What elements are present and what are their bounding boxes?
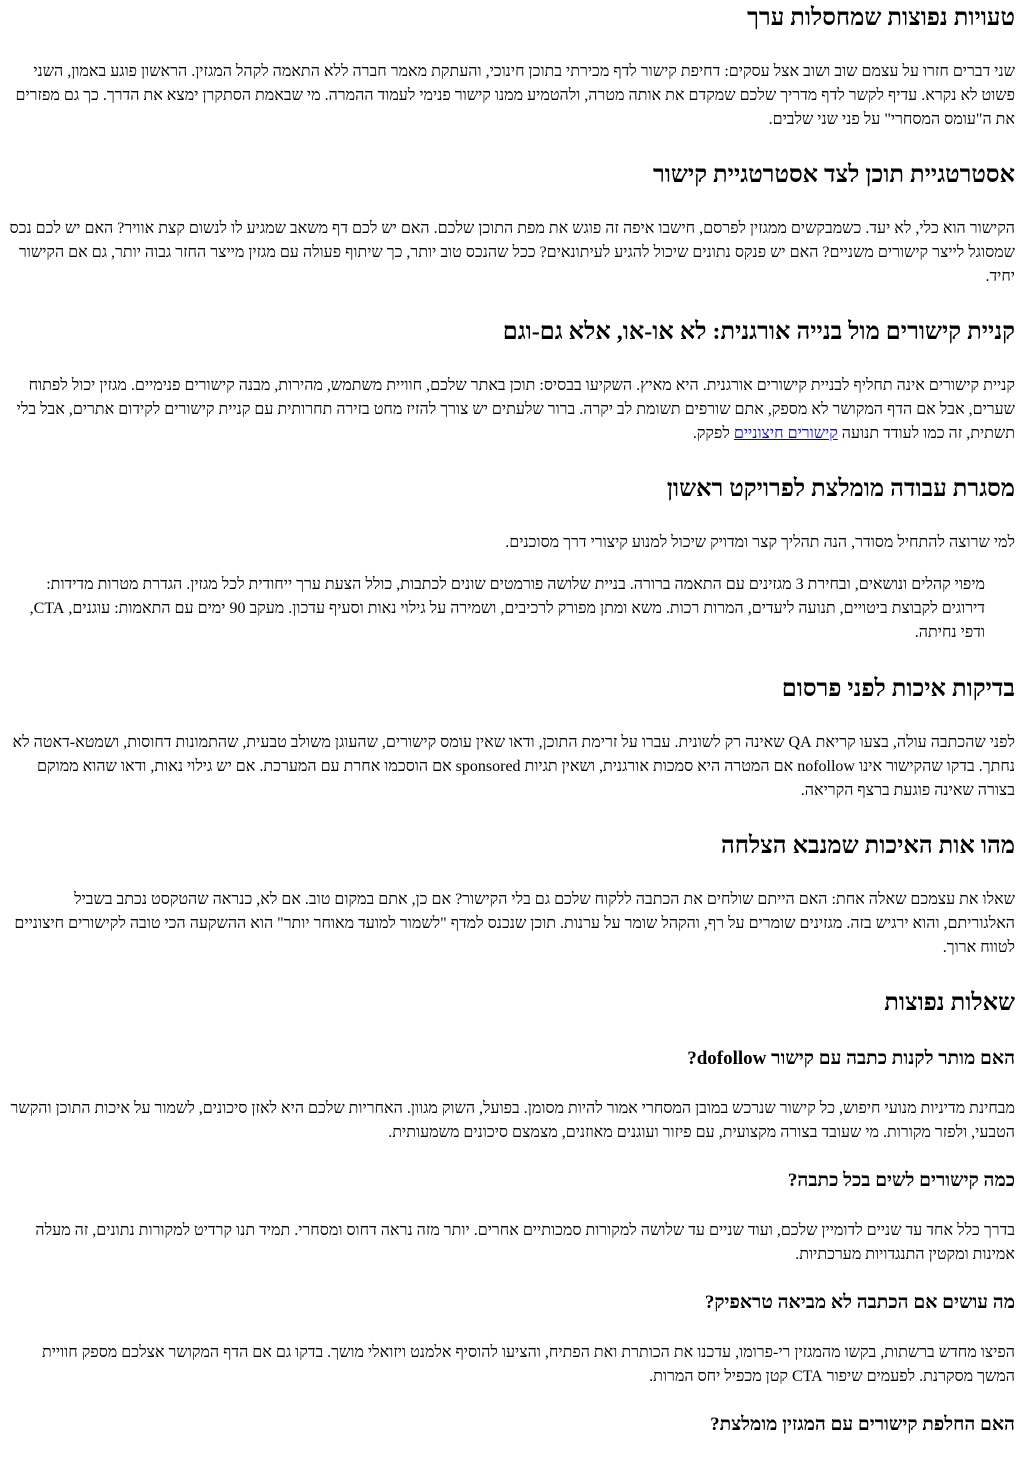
section-common-mistakes xyxy=(8,2,1015,132)
section-paragraph: לפני שהכתבה עולה, בצעו קריאת QA שאינה רק לשונית. עברו על זרימת התוכן, ודאו שאין עומס קישורים, שהעוגן משולב טבעית, שהתמונות דחוסות, ושמטא-דאטה לא נחתך. בדקו שהקישור אינו nofollow אם המטרה היא סמכות אורגנית, ושאין תגיות sponsored אם הוסכמו אחרת עם המערכת. אם יש גילוי נאות, ודאו שהוא ממוקם בצורה שאינה פוגעת ברצף הקריאה. xyxy=(12,734,1015,799)
faq-question: מה עושים אם הכתבה לא מביאה טראפיק? xyxy=(704,1292,1015,1313)
paragraph-text: קניית קישורים אינה תחליף לבניית קישורים אורגנית. היא מאיץ. השקיעו בבסיס: תוכן באתר שלכם, חוויית משתמש, מהירות, מבנה קישורים פנימיים. מגזין יכול לפתוח שערים, אבל אם הדף המקושר לא מספק, אתם שורפים תשומת לב יקרה. ברור שלעתים יש צורך להזיז מחט בזירה תחרותית עם קניית קישורים לקידום אתרים, אבל בלי תשתית, זה כמו לעודד תנועה xyxy=(16,377,1015,442)
section-paragraph: הקישור הוא כלי, לא יעד. כשמבקשים ממגזין לפרסם, חישבו איפה זה פוגש את מפת התוכן שלכם. האם יש לכם דף משאב שמגיע לו לנשום קצת אוויר? האם יש לכם נכס שמסוגל לייצר קישורים משניים? האם יש פנקס נתונים שיכול להגיע לעיתונאים? ככל שהנכס טוב יותר, כך שיתוף פעולה עם מגזין מייצר החזר גבוה יותר, גם אם הקישור יחיד. xyxy=(9,220,1015,285)
section-content-strategy xyxy=(8,159,1015,289)
section-framework xyxy=(8,473,1015,645)
section-heading: אסטרטגיית תוכן לצד אסטרטגיית קישור xyxy=(652,162,1015,188)
list-item: הגדרת מטרות מדידות: דירוגים לקבוצת ביטויים, תנועה ליעדים, המרות רכות. xyxy=(46,576,985,617)
list-item: מעקב 90 ימים עם התאמות: עוגנים, CTA, ודפי נחיתה. xyxy=(29,600,985,641)
faq-question: האם החלפת קישורים עם המגזין מומלצת? xyxy=(710,1414,1015,1435)
framework-list xyxy=(8,573,1015,645)
faq-question: האם מותר לקנות כתבה עם קישור dofollow? xyxy=(687,1048,1015,1069)
list-item: מיפוי קהלים ונושאים, ובחירת 3 מגזינים עם התאמה ברורה. בניית שלושה פורמטים שונים לכתבות, כולל הצעת ערך ייחודית לכל מגזין. xyxy=(186,576,985,593)
external-links-link[interactable]: קישורים חיצוניים xyxy=(733,425,838,442)
section-paragraph: למי שרוצה להתחיל מסודר, הנה תהליך קצר ומדויק שיכול למנוע קיצורי דרך מסוכנים. xyxy=(505,534,1015,551)
list-item: משא ומתן מפורק לרכיבים, ושמירה על גילוי נאות וסעיף עדכון. xyxy=(288,600,662,617)
section-buying-vs-organic xyxy=(8,316,1015,446)
faq-heading: שאלות נפוצות xyxy=(884,990,1015,1016)
section-paragraph: שני דברים חזרו על עצמם שוב ושוב אצל עסקים: דחיפת קישור לדף מכירתי בתוכן חינוכי, והעתקת מאמר חברה ללא התאמה לקהל המגזין. הראשון פוגע באמון, השני פשוט לא נקרא. עדיף לקשר לדף מדריך שלכם שמקדם את אותה מטרה, ולהטמיע ממנו קישור פנימי לעמוד ההמרה. מי שבאמת הסתקרן ימצא את הדרך. כך גם מפזרים את ה"עומס המסחרי" על פני שני שלבים. xyxy=(15,63,1015,128)
section-heading: טעויות נפוצות שמחסלות ערך xyxy=(747,5,1015,31)
faq-answer: בדרך כלל אחד עד שניים לדומיין שלכם, ועוד שניים עד שלושה למקורות סמכותיים אחרים. יותר מזה נראה דחוס ומסחרי. תמיד תנו קרדיט למקורות נתונים, זה מעלה אמינות ומקטין התנגדויות מערכתיות. xyxy=(35,1222,1015,1263)
paragraph-text: לפקק. xyxy=(692,425,734,442)
article xyxy=(8,2,1015,1439)
section-heading: קניית קישורים מול בנייה אורגנית: לא או-או, אלא גם-וגם xyxy=(502,319,1015,345)
section-quality-signal xyxy=(8,830,1015,960)
section-heading: מהו אות האיכות שמנבא הצלחה xyxy=(721,833,1015,859)
section-heading: בדיקות איכות לפני פרסום xyxy=(781,676,1015,702)
section-heading: מסגרת עבודה מומלצת לפרויקט ראשון xyxy=(666,476,1015,502)
faq-answer: מבחינת מדיניות מנועי חיפוש, כל קישור שנרכש במובן המסחרי אמור להיות מסומן. בפועל, השוק מגוון. האחריות שלכם היא לאזן סיכונים, לשמור על איכות התוכן והקשר הטבעי, ולפזר מקורות. מי שעובד בצורה מקצועית, עם פיזור ועוגנים מאוזנים, מצמצם סיכונים משמעותית. xyxy=(10,1100,1015,1141)
section-paragraph: שאלו את עצמכם שאלה אחת: האם הייתם שולחים את הכתבה ללקוח שלכם גם בלי הקישור? אם כן, אתם במקום טוב. אם לא, כנראה שהטקסט נכתב בשביל האלגוריתם, והוא ירגיש בזה. מגזינים שומרים על רף, והקהל שומר על ערנות. תוכן שנכנס למדף "לשמור למועד מאוחר יותר" הוא ההשקעה הכי טובה לקישורים חיצוניים לטווח ארוך. xyxy=(14,891,1015,956)
section-paragraph xyxy=(8,374,1015,446)
faq-section xyxy=(8,987,1015,1439)
faq-question: כמה קישורים לשים בכל כתבה? xyxy=(787,1170,1015,1191)
faq-answer: הפיצו מחדש ברשתות, בקשו מהמגזין רי-פרומו, עדכנו את הכותרת ואת הפתיח, והציעו להוסיף אלמנט ויזואלי מושך. בדקו גם אם הדף המקושר אצלכם מספק חוויית המשך מסקרנת. לפעמים שיפור CTA קטן מכפיל יחס המרות. xyxy=(41,1344,1015,1385)
section-quality-checks xyxy=(8,673,1015,803)
